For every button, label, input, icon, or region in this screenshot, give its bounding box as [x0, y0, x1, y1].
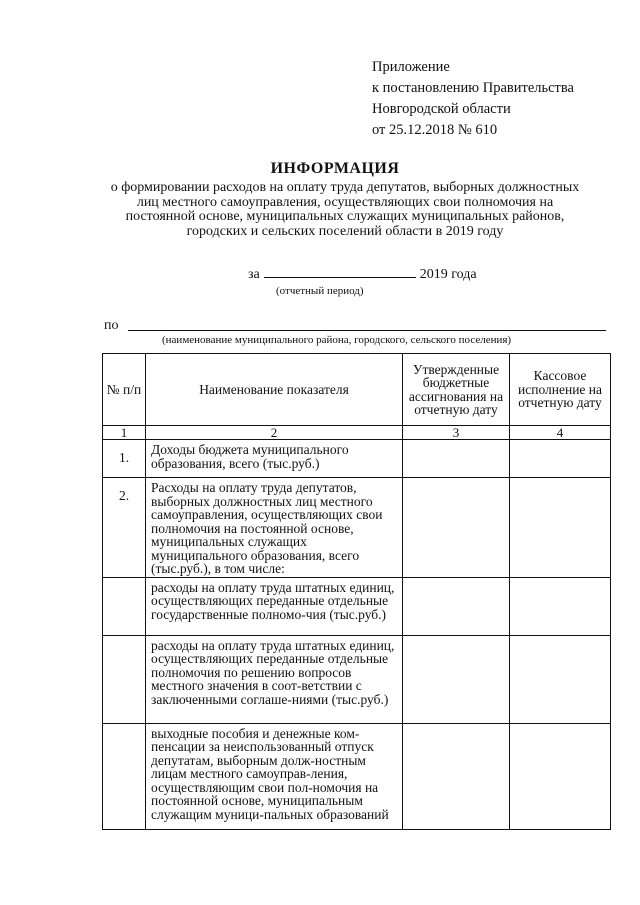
- table-row: [103, 577, 611, 635]
- document-title: ИНФОРМАЦИЯ: [270, 160, 400, 177]
- row-executed-cell[interactable]: [510, 478, 611, 578]
- column-number-1: 1: [103, 426, 146, 440]
- row-indicator: Доходы бюджета муниципального образования, всего (тыс.руб.): [146, 440, 403, 478]
- row-indicator: Расходы на оплату труда депутатов, выборных должностных лиц местного самоуправления, осуществляющих свои полномочия на постоянной основе, муниципальных служащих муниципального образования, всего (тыс.руб.), в том числе:: [146, 478, 403, 578]
- appendix-block: [372, 57, 574, 141]
- row-number: [103, 723, 146, 829]
- header-approved: Утвержденные бюджетные ассигнования на отчетную дату: [403, 354, 510, 426]
- table-row: [103, 635, 611, 723]
- row-approved-cell[interactable]: [403, 478, 510, 578]
- row-approved-cell[interactable]: [403, 440, 510, 478]
- row-indicator: расходы на оплату труда штатных единиц, осуществляющих переданные отдельные государственные полномо-чия (тыс.руб.): [146, 577, 403, 635]
- column-number-3: 3: [403, 426, 510, 440]
- row-number: 1.: [103, 440, 146, 478]
- row-number: 2.: [103, 478, 146, 578]
- row-approved-cell[interactable]: [403, 723, 510, 829]
- municipality-note: (наименование муниципального района, городского, сельского поселения): [162, 334, 512, 346]
- appendix-line-1: Приложение: [372, 59, 450, 75]
- document-subtitle: о формировании расходов на оплату труда депутатов, выборных должностных лиц местного самоуправления, осуществляющих свои полномочия на постоянной основе, муниципальных служащих муниципальных районов, городских и сельских поселений области в 2019 году: [110, 180, 580, 239]
- row-executed-cell[interactable]: [510, 577, 611, 635]
- municipality-prefix: по: [104, 318, 119, 333]
- header-indicator: Наименование показателя: [146, 354, 403, 426]
- row-indicator: выходные пособия и денежные ком-пенсации за неиспользованный отпуск депутатам, выборным долж-ностным лицам местного самоуправ-ления, осуществляющим свои пол-номочия на постоянной основе, муниципальным служащим муници-пальных образований: [146, 723, 403, 829]
- row-number: [103, 577, 146, 635]
- column-numbers-row: [103, 426, 611, 440]
- header-number: № п/п: [103, 354, 146, 426]
- period-suffix: 2019 года: [419, 267, 477, 282]
- header-executed: Кассовое исполнение на отчетную дату: [510, 354, 611, 426]
- row-executed-cell[interactable]: [510, 635, 611, 723]
- table-row: [103, 723, 611, 829]
- period-prefix: за: [248, 267, 260, 282]
- appendix-line-4: от 25.12.2018 № 610: [372, 122, 498, 138]
- row-number: [103, 635, 146, 723]
- appendix-line-3: Новгородской области: [372, 101, 511, 117]
- info-table: [102, 353, 611, 830]
- municipality-input-line[interactable]: [128, 330, 606, 331]
- period-input-line[interactable]: [264, 265, 416, 278]
- period-row: [248, 265, 477, 283]
- appendix-line-2: к постановлению Правительства: [372, 80, 574, 96]
- row-executed-cell[interactable]: [510, 723, 611, 829]
- table-row: [103, 478, 611, 578]
- period-note: (отчетный период): [276, 285, 364, 297]
- column-number-4: 4: [510, 426, 611, 440]
- column-number-2: 2: [146, 426, 403, 440]
- row-approved-cell[interactable]: [403, 577, 510, 635]
- table-header-row: [103, 354, 611, 426]
- row-approved-cell[interactable]: [403, 635, 510, 723]
- row-indicator: расходы на оплату труда штатных единиц, осуществляющих переданные отдельные полномочия по решению вопросов местного значения в соот-ветствии с заключенными соглаше-ниями (тыс.руб.): [146, 635, 403, 723]
- table-row: [103, 440, 611, 478]
- row-executed-cell[interactable]: [510, 440, 611, 478]
